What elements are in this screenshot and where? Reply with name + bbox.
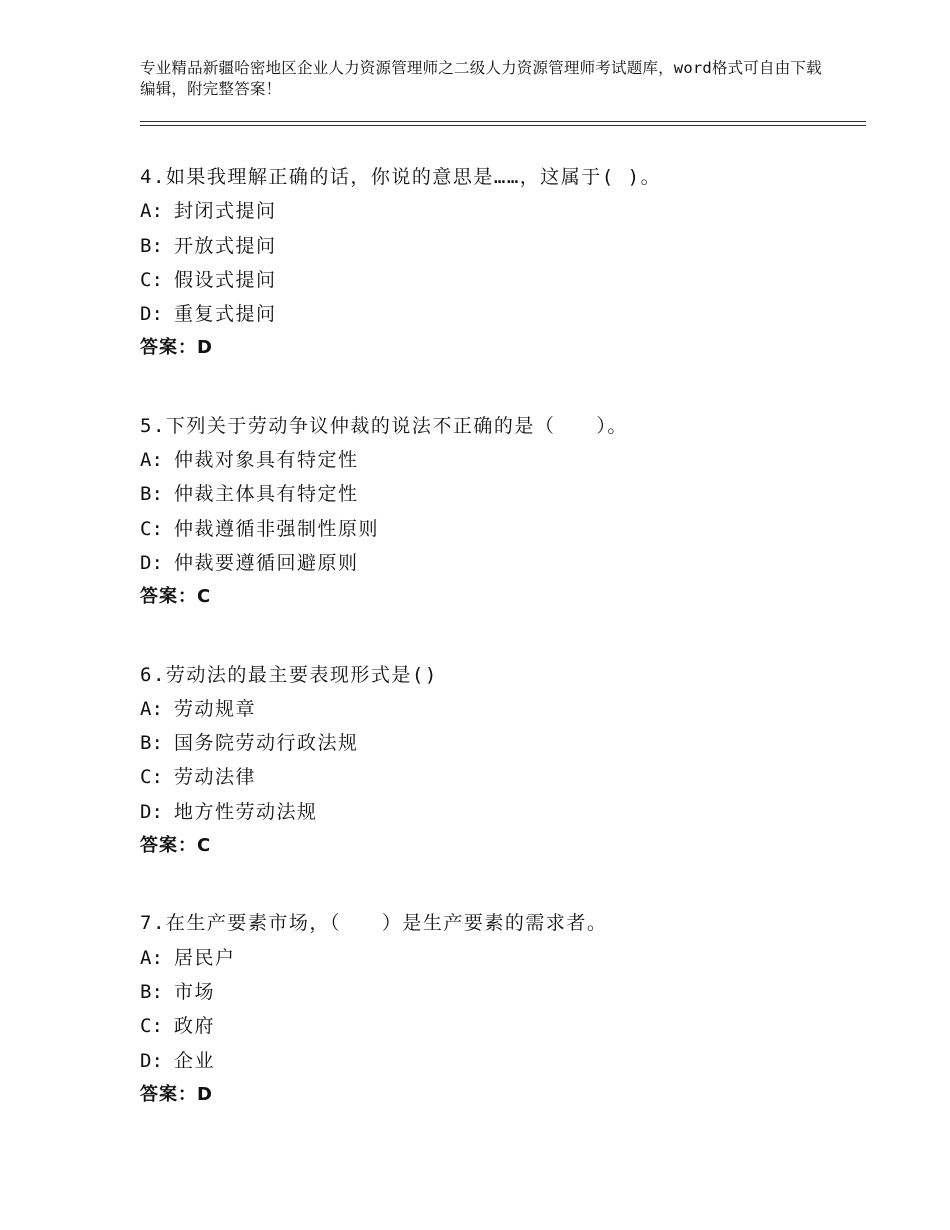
option-letter: A: <box>140 697 163 720</box>
option-a <box>140 941 866 975</box>
option-text: 市场 <box>174 980 216 1003</box>
option-b <box>140 726 866 760</box>
option-letter: B: <box>140 234 163 257</box>
option-letter: C: <box>140 517 163 540</box>
option-d <box>140 1044 866 1078</box>
option-text: 仲裁要遵循回避原则 <box>174 551 359 574</box>
option-b <box>140 477 866 511</box>
option-a <box>140 194 866 228</box>
option-text: 仲裁主体具有特定性 <box>174 483 359 506</box>
question-5 <box>140 409 866 615</box>
option-c <box>140 1009 866 1043</box>
option-letter: B: <box>140 980 163 1003</box>
answer-label: 答案：C <box>140 586 212 608</box>
option-d <box>140 795 866 829</box>
option-text: 假设式提问 <box>174 268 277 291</box>
option-d <box>140 297 866 331</box>
option-text: 重复式提问 <box>174 303 277 326</box>
option-letter: B: <box>140 483 163 506</box>
option-text: 劳动规章 <box>174 697 257 720</box>
option-letter: A: <box>140 946 163 969</box>
option-a <box>140 443 866 477</box>
question-stem: 7.在生产要素市场，（ ）是生产要素的需求者。 <box>140 912 608 935</box>
option-c <box>140 512 866 546</box>
question-list <box>140 160 866 1155</box>
answer-label: 答案：D <box>140 1083 213 1105</box>
option-letter: D: <box>140 303 163 326</box>
question-6 <box>140 658 866 864</box>
option-letter: C: <box>140 1015 163 1038</box>
header-divider-bottom <box>140 125 866 126</box>
document-header: 专业精品新疆哈密地区企业人力资源管理师之二级人力资源管理师考试题库，word格式可自由下载编辑，附完整答案！ <box>140 59 822 98</box>
option-a <box>140 692 866 726</box>
option-text: 政府 <box>174 1015 216 1038</box>
header-divider-top <box>140 121 866 122</box>
question-stem: 4.如果我理解正确的话，你说的意思是……，这属于( )。 <box>140 166 662 188</box>
option-letter: C: <box>140 268 163 291</box>
option-text: 居民户 <box>174 946 236 969</box>
option-letter: D: <box>140 1049 163 1072</box>
option-letter: A: <box>140 449 163 472</box>
option-letter: D: <box>140 551 163 574</box>
option-text: 仲裁对象具有特定性 <box>174 449 359 472</box>
option-letter: D: <box>140 800 163 823</box>
option-text: 地方性劳动法规 <box>174 800 318 823</box>
answer-label: 答案：C <box>140 835 212 857</box>
option-text: 劳动法律 <box>174 766 257 789</box>
option-d <box>140 546 866 580</box>
question-7 <box>140 906 866 1112</box>
question-stem: 5.下列关于劳动争议仲裁的说法不正确的是（ ）。 <box>140 414 628 437</box>
option-text: 企业 <box>174 1049 216 1072</box>
option-text: 封闭式提问 <box>174 200 277 223</box>
option-c <box>140 760 866 794</box>
question-stem: 6.劳动法的最主要表现形式是() <box>140 663 438 686</box>
option-c <box>140 263 866 297</box>
option-b <box>140 975 866 1009</box>
option-text: 仲裁遵循非强制性原则 <box>174 517 380 540</box>
option-letter: C: <box>140 766 163 789</box>
option-letter: B: <box>140 732 163 755</box>
option-text: 国务院劳动行政法规 <box>174 732 359 755</box>
answer-label: 答案：D <box>140 337 213 359</box>
question-4 <box>140 160 866 366</box>
option-text: 开放式提问 <box>174 234 277 257</box>
option-b <box>140 229 866 263</box>
option-letter: A: <box>140 200 163 223</box>
